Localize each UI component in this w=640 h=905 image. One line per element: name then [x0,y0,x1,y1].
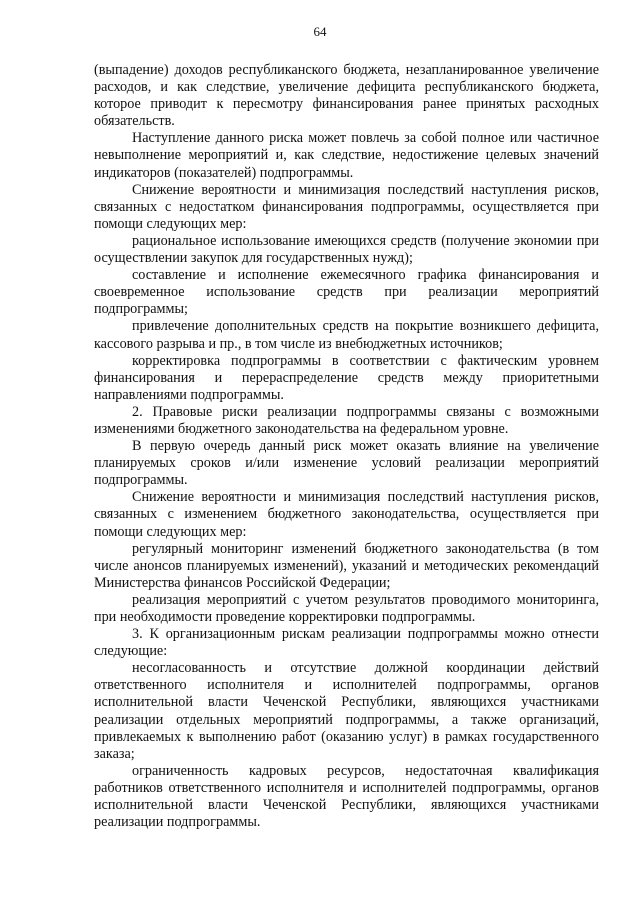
page-number: 64 [313,24,327,39]
list-item-program-adjustment: корректировка подпрограммы в соответствии с фактическим уровнем финансирования и перераспределение средств между приоритетными направлениями подпрограммы. [94,352,599,403]
list-item-coordination: несогласованность и отсутствие должной координации действий ответственного исполнителя и исполнителей подпрограммы, органов исполнительной власти Чеченской Республики, являющихся участниками реализации отдельных мероприятий подпрограммы, а также организаций, привлекаемых к выполнению работ (оказанию услуг) в рамках государственного заказа; [94,660,599,762]
paragraph-financing-mitigation-intro: Снижение вероятности и минимизация последствий наступления рисков, связанных с недостатком финансирования подпрограммы, осуществляется при помощи следующих мер: [94,181,599,232]
list-item-monitoring: регулярный мониторинг изменений бюджетного законодательства (в том числе анонсов планируемых изменений), указаний и методических рекомендаций Министерства финансов Российской Федерации; [94,540,599,591]
list-item-staff-resources: ограниченность кадровых ресурсов, недостаточная квалификация работников ответственного исполнителя и исполнителей подпрограммы, органов исполнительной власти Чеченской Республики, являющихся участниками реализации подпрограммы. [94,762,599,831]
paragraph-legal-mitigation-intro: Снижение вероятности и минимизация последствий наступления рисков, связанных с изменением бюджетного законодательства, осуществляется при помощи следующих мер: [94,489,599,540]
document-body [94,62,599,831]
paragraph-legal-risk-impact: В первую очередь данный риск может оказать влияние на увеличение планируемых сроков и/или изменение условий реализации мероприятий подпрограммы. [94,438,599,489]
list-item-rational-use: рациональное использование имеющихся средств (получение экономии при осуществлении закупок для государственных нужд); [94,232,599,267]
list-item-additional-funds: привлечение дополнительных средств на покрытие возникшего дефицита, кассового разрыва и пр., в том числе из внебюджетных источников; [94,318,599,352]
paragraph-revenue-shortfall: (выпадение) доходов республиканского бюджета, незапланированное увеличение расходов, и как следствие, увеличение дефицита республиканского бюджета, которое приводит к пересмотру финансирования ранее принятых расходных обязательств. [94,62,599,130]
list-item-monthly-schedule: составление и исполнение ежемесячного графика финансирования и своевременное использование средств при реализации мероприятий подпрограммы; [94,267,599,318]
paragraph-legal-risks: 2. Правовые риски реализации подпрограммы связаны с возможными изменениями бюджетного законодательства на федеральном уровне. [94,403,599,437]
list-item-implementation-adjustment: реализация мероприятий с учетом результатов проводимого мониторинга, при необходимости проведение корректировки подпрограммы. [94,591,599,625]
paragraph-risk-consequences: Наступление данного риска может повлечь за собой полное или частичное невыполнение мероприятий и, как следствие, недостижение целевых значений индикаторов (показателей) подпрограммы. [94,130,599,181]
paragraph-organizational-risks: 3. К организационным рискам реализации подпрограммы можно отнести следующие: [94,626,599,660]
